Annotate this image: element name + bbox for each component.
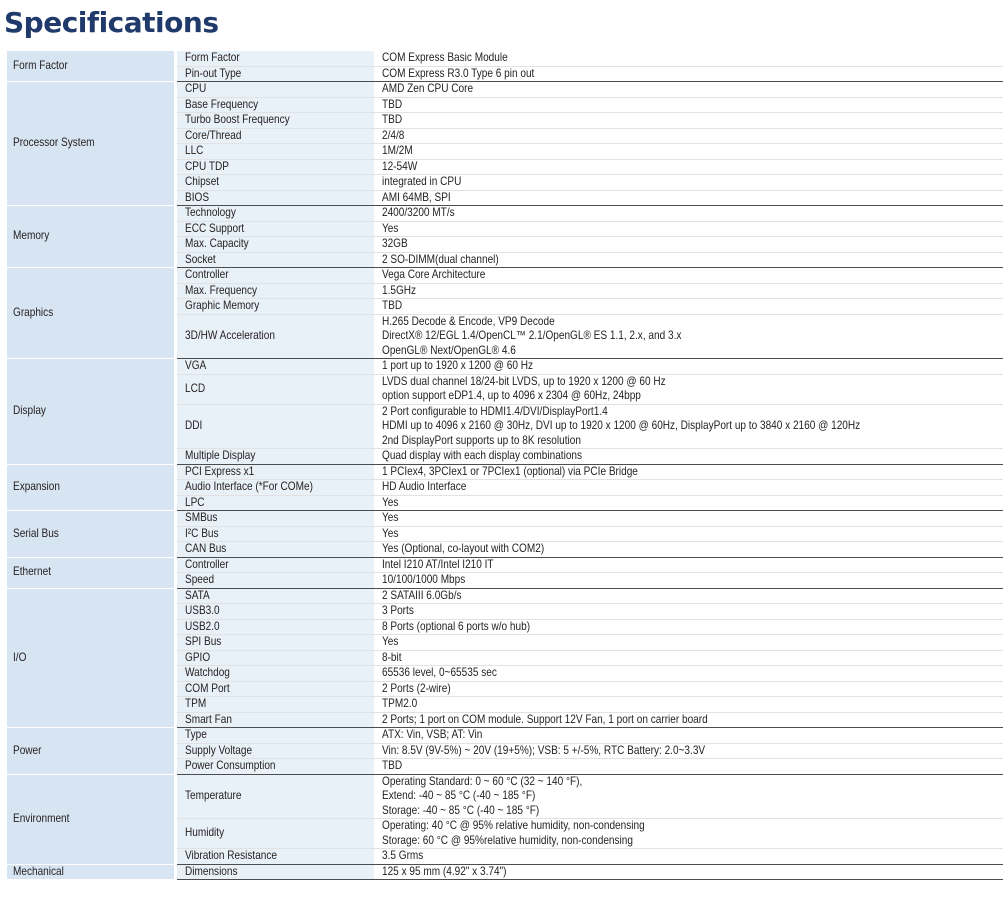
spec-value-line: ATX: Vin, VSB; AT: Vin [382, 728, 483, 741]
spec-value [374, 635, 1003, 651]
category-label [7, 588, 175, 728]
spec-value-line: 2 Ports (2-wire) [382, 681, 451, 695]
spec-key-text: SPI Bus [184, 635, 221, 648]
spec-value-line: OpenGL® Next/OpenGL® 4.6 [382, 343, 516, 357]
spec-value [374, 526, 1003, 542]
spec-value [374, 774, 1003, 819]
spec-value [374, 404, 1003, 449]
category-text: Power [13, 743, 42, 757]
spec-row [7, 728, 1003, 744]
spec-key [175, 495, 374, 511]
spec-key [175, 97, 374, 113]
spec-key-text: PCI Express x1 [184, 464, 254, 478]
spec-key-text: SMBus [184, 511, 217, 524]
spec-value [374, 819, 1003, 849]
spec-value-line: AMD Zen CPU Core [382, 82, 474, 95]
spec-value [374, 66, 1003, 82]
spec-value [374, 128, 1003, 144]
spec-row [7, 359, 1003, 375]
spec-key [175, 604, 374, 620]
spec-value-line: Yes [382, 221, 399, 235]
category-text: Graphics [13, 305, 54, 319]
category-text: Memory [13, 229, 50, 243]
spec-key-text: USB3.0 [184, 604, 220, 617]
spec-row [7, 864, 1003, 880]
spec-key-text: LCD [184, 381, 205, 395]
spec-key-text: 3D/HW Acceleration [184, 329, 275, 342]
spec-value [374, 480, 1003, 496]
category-text: I/O [13, 650, 27, 664]
spec-value [374, 619, 1003, 635]
spec-value [374, 113, 1003, 129]
spec-key [175, 221, 374, 237]
spec-table [7, 51, 1003, 880]
spec-value-line: Intel I210 AT/Intel I210 IT [382, 557, 494, 571]
spec-value [374, 604, 1003, 620]
spec-key-text: Controller [184, 557, 229, 571]
spec-key [175, 681, 374, 697]
spec-key-text: Controller [184, 268, 229, 281]
spec-key-text: CAN Bus [184, 542, 226, 555]
spec-value [374, 252, 1003, 268]
spec-value-line: Vin: 8.5V (9V-5%) ~ 20V (19+5%); VSB: 5 +/-5%, RTC Battery: 2.0~3.3V [382, 743, 706, 757]
spec-key-text: VGA [184, 359, 206, 372]
spec-value [374, 681, 1003, 697]
spec-value [374, 82, 1003, 98]
spec-value [374, 144, 1003, 160]
spec-key-text: Temperature [184, 789, 241, 802]
category-text: Ethernet [13, 565, 52, 579]
spec-key [175, 268, 374, 284]
spec-key-text: Speed [184, 573, 214, 586]
spec-value [374, 374, 1003, 404]
spec-key [175, 283, 374, 299]
spec-key [175, 252, 374, 268]
spec-key-text: CPU TDP [184, 159, 229, 173]
spec-value-line: H.265 Decode & Encode, VP9 Decode [382, 314, 555, 328]
spec-value-line: 8-bit [382, 650, 402, 664]
spec-value-line: 2 SATAIII 6.0Gb/s [382, 588, 462, 602]
spec-key [175, 190, 374, 206]
spec-value [374, 206, 1003, 222]
spec-value-line: Yes (Optional, co-layout with COM2) [382, 542, 545, 555]
spec-value-line: AMI 64MB, SPI [382, 190, 451, 204]
spec-value [374, 573, 1003, 589]
spec-key [175, 82, 374, 98]
spec-value [374, 650, 1003, 666]
spec-key [175, 175, 374, 191]
spec-value-line: 2 Ports; 1 port on COM module. Support 12V Fan, 1 port on carrier board [382, 712, 708, 726]
spec-key [175, 635, 374, 651]
spec-value-line: 1.5GHz [382, 283, 417, 297]
spec-key [175, 759, 374, 775]
spec-key [175, 849, 374, 865]
spec-key-text: LPC [184, 495, 205, 509]
spec-value-line: 1M/2M [382, 144, 413, 157]
spec-value-line: 8 Ports (optional 6 ports w/o hub) [382, 619, 531, 633]
category-label [7, 774, 175, 864]
spec-row [7, 557, 1003, 573]
spec-key-text: Pin-out Type [184, 66, 241, 80]
spec-value [374, 743, 1003, 759]
spec-value-line: Yes [382, 511, 399, 524]
spec-value-line: Operating: 40 °C @ 95% relative humidity, non-condensing [382, 819, 645, 832]
spec-value [374, 314, 1003, 359]
spec-key-text: Technology [184, 206, 236, 219]
category-label [7, 557, 175, 588]
spec-value-line: DirectX® 12/EGL 1.4/OpenCL™ 2.1/OpenGL® ES 1.1, 2.x, and 3.x [382, 329, 682, 342]
spec-value [374, 190, 1003, 206]
spec-key [175, 449, 374, 465]
spec-value-line: 1 port up to 1920 x 1200 @ 60 Hz [382, 359, 534, 372]
spec-key-text: Watchdog [184, 666, 230, 679]
spec-value [374, 159, 1003, 175]
spec-value-line: 2 Port configurable to HDMI1.4/DVI/DisplayPort1.4 [382, 404, 608, 418]
spec-value-line: Yes [382, 526, 399, 540]
spec-key [175, 774, 374, 819]
category-label [7, 268, 175, 359]
spec-key [175, 314, 374, 359]
spec-key [175, 359, 374, 375]
spec-value [374, 712, 1003, 728]
spec-value-line: 10/100/1000 Mbps [382, 573, 466, 586]
spec-value [374, 221, 1003, 237]
spec-key [175, 573, 374, 589]
spec-value [374, 697, 1003, 713]
spec-value-line: 1 PCIex4, 3PCIex1 or 7PCIex1 (optional) via PCIe Bridge [382, 464, 638, 478]
category-label [7, 728, 175, 775]
spec-key-text: Max. Capacity [184, 237, 249, 250]
spec-value-line: TBD [382, 759, 403, 772]
spec-value-line: Vega Core Architecture [382, 268, 486, 281]
spec-key-text: Vibration Resistance [184, 849, 277, 862]
spec-value-line: 3 Ports [382, 604, 414, 617]
spec-value [374, 728, 1003, 744]
spec-value-line: 2 SO-DIMM(dual channel) [382, 252, 499, 266]
spec-key [175, 66, 374, 82]
spec-value-line: Yes [382, 635, 399, 648]
page-title: Specifications [4, 6, 219, 39]
spec-value [374, 449, 1003, 465]
spec-key [175, 374, 374, 404]
spec-key-text: Chipset [184, 175, 219, 188]
spec-value-line: 2nd DisplayPort supports up to 8K resolution [382, 433, 581, 447]
spec-row [7, 464, 1003, 480]
spec-key [175, 206, 374, 222]
category-label [7, 511, 175, 558]
spec-key [175, 728, 374, 744]
spec-value [374, 359, 1003, 375]
spec-key-text: SATA [184, 588, 210, 602]
spec-key-text: USB2.0 [184, 619, 220, 633]
spec-key [175, 464, 374, 480]
spec-value-line: integrated in CPU [382, 175, 462, 188]
spec-value [374, 97, 1003, 113]
spec-value [374, 268, 1003, 284]
spec-key [175, 819, 374, 849]
spec-value-line: TBD [382, 97, 403, 111]
category-label [7, 359, 175, 465]
spec-key-text: TPM [184, 697, 206, 710]
spec-value [374, 51, 1003, 66]
spec-value-line: 32GB [382, 237, 408, 250]
spec-key [175, 51, 374, 66]
spec-key [175, 650, 374, 666]
spec-value-line: Quad display with each display combinations [382, 449, 583, 462]
category-text: Expansion [13, 480, 60, 493]
spec-key [175, 113, 374, 129]
spec-row [7, 82, 1003, 98]
spec-value-line: COM Express R3.0 Type 6 pin out [382, 66, 535, 80]
spec-row [7, 268, 1003, 284]
category-label [7, 206, 175, 268]
spec-value [374, 849, 1003, 865]
spec-key-text: Graphic Memory [184, 299, 259, 312]
spec-key [175, 480, 374, 496]
spec-value [374, 299, 1003, 315]
spec-value [374, 666, 1003, 682]
spec-value-line: 125 x 95 mm (4.92" x 3.74") [382, 864, 507, 878]
category-text: Display [13, 404, 46, 417]
spec-value-line: 2400/3200 MT/s [382, 206, 455, 219]
spec-value [374, 864, 1003, 880]
spec-value-line: 2/4/8 [382, 128, 405, 142]
spec-value-line: LVDS dual channel 18/24-bit LVDS, up to 1920 x 1200 @ 60 Hz [382, 374, 666, 388]
spec-value-line: option support eDP1.4, up to 4096 x 2304 @ 60Hz, 24bpp [382, 389, 641, 402]
spec-value [374, 495, 1003, 511]
spec-key [175, 526, 374, 542]
spec-row [7, 774, 1003, 819]
spec-value [374, 759, 1003, 775]
spec-value [374, 511, 1003, 527]
spec-value [374, 237, 1003, 253]
spec-value [374, 283, 1003, 299]
spec-key-text: Core/Thread [184, 128, 241, 142]
spec-key-text: CPU [184, 82, 206, 95]
spec-value-line: HD Audio Interface [382, 480, 467, 493]
spec-key [175, 712, 374, 728]
spec-key [175, 542, 374, 558]
spec-row [7, 511, 1003, 527]
spec-value-line: 12-54W [382, 159, 418, 173]
category-text: Processor System [13, 136, 95, 150]
spec-key [175, 697, 374, 713]
spec-key-text: BIOS [184, 190, 209, 204]
spec-key-text: Max. Frequency [184, 283, 257, 297]
category-label [7, 464, 175, 511]
spec-value [374, 175, 1003, 191]
spec-value-line: 3.5 Grms [382, 849, 424, 862]
spec-row [7, 588, 1003, 604]
spec-key-text: Audio Interface (*For COMe) [184, 480, 313, 493]
spec-key-text: I²C Bus [184, 526, 219, 540]
spec-key [175, 128, 374, 144]
spec-key [175, 159, 374, 175]
spec-value [374, 588, 1003, 604]
spec-value-line: HDMI up to 4096 x 2160 @ 30Hz, DVI up to 1920 x 1200 @ 60Hz, DisplayPort up to 3840 x 2160 @ 120Hz [382, 419, 861, 432]
spec-key [175, 144, 374, 160]
spec-key [175, 557, 374, 573]
spec-value-line: Storage: 60 °C @ 95%relative humidity, non-condensing [382, 833, 633, 847]
spec-key [175, 619, 374, 635]
spec-key-text: DDI [184, 419, 202, 432]
spec-row [7, 206, 1003, 222]
spec-key-text: Humidity [184, 826, 224, 840]
spec-key [175, 588, 374, 604]
spec-key [175, 299, 374, 315]
category-text: Environment [13, 811, 70, 825]
spec-value [374, 464, 1003, 480]
category-text: Serial Bus [13, 526, 59, 540]
spec-key [175, 511, 374, 527]
spec-key-text: ECC Support [184, 221, 244, 235]
spec-key [175, 743, 374, 759]
spec-key-text: LLC [184, 144, 203, 157]
spec-value-line: Extend: -40 ~ 85 °C (-40 ~ 185 °F) [382, 789, 536, 802]
spec-value-line: TBD [382, 299, 403, 312]
spec-key-text: Multiple Display [184, 449, 255, 462]
spec-key-text: COM Port [184, 681, 230, 695]
category-label [7, 51, 175, 82]
spec-value-line: Yes [382, 495, 399, 509]
category-text: Mechanical [13, 864, 64, 878]
spec-value-line: COM Express Basic Module [382, 51, 508, 64]
spec-key-text: Socket [184, 252, 216, 266]
spec-key [175, 237, 374, 253]
spec-key-text: GPIO [184, 650, 210, 664]
spec-row [7, 51, 1003, 66]
spec-key-text: Smart Fan [184, 712, 232, 726]
spec-value-line: TPM2.0 [382, 697, 418, 710]
spec-value-line: 65536 level, 0~65535 sec [382, 666, 497, 679]
spec-key-text: Type [184, 728, 207, 741]
spec-value [374, 542, 1003, 558]
spec-key-text: Base Frequency [184, 97, 258, 111]
spec-key-text: Turbo Boost Frequency [184, 113, 290, 126]
spec-key-text: Supply Voltage [184, 743, 252, 757]
spec-value-line: TBD [382, 113, 403, 126]
spec-key [175, 666, 374, 682]
spec-value-line: Storage: -40 ~ 85 °C (-40 ~ 185 °F) [382, 803, 540, 817]
spec-key-text: Power Consumption [184, 759, 276, 772]
spec-key [175, 404, 374, 449]
spec-key-text: Dimensions [184, 864, 238, 878]
spec-value [374, 557, 1003, 573]
category-text: Form Factor [13, 58, 68, 72]
spec-key [175, 864, 374, 880]
category-label [7, 82, 175, 206]
category-label [7, 864, 175, 880]
spec-key-text: Form Factor [184, 51, 240, 64]
spec-value-line: Operating Standard: 0 ~ 60 °C (32 ~ 140 °F), [382, 774, 583, 788]
